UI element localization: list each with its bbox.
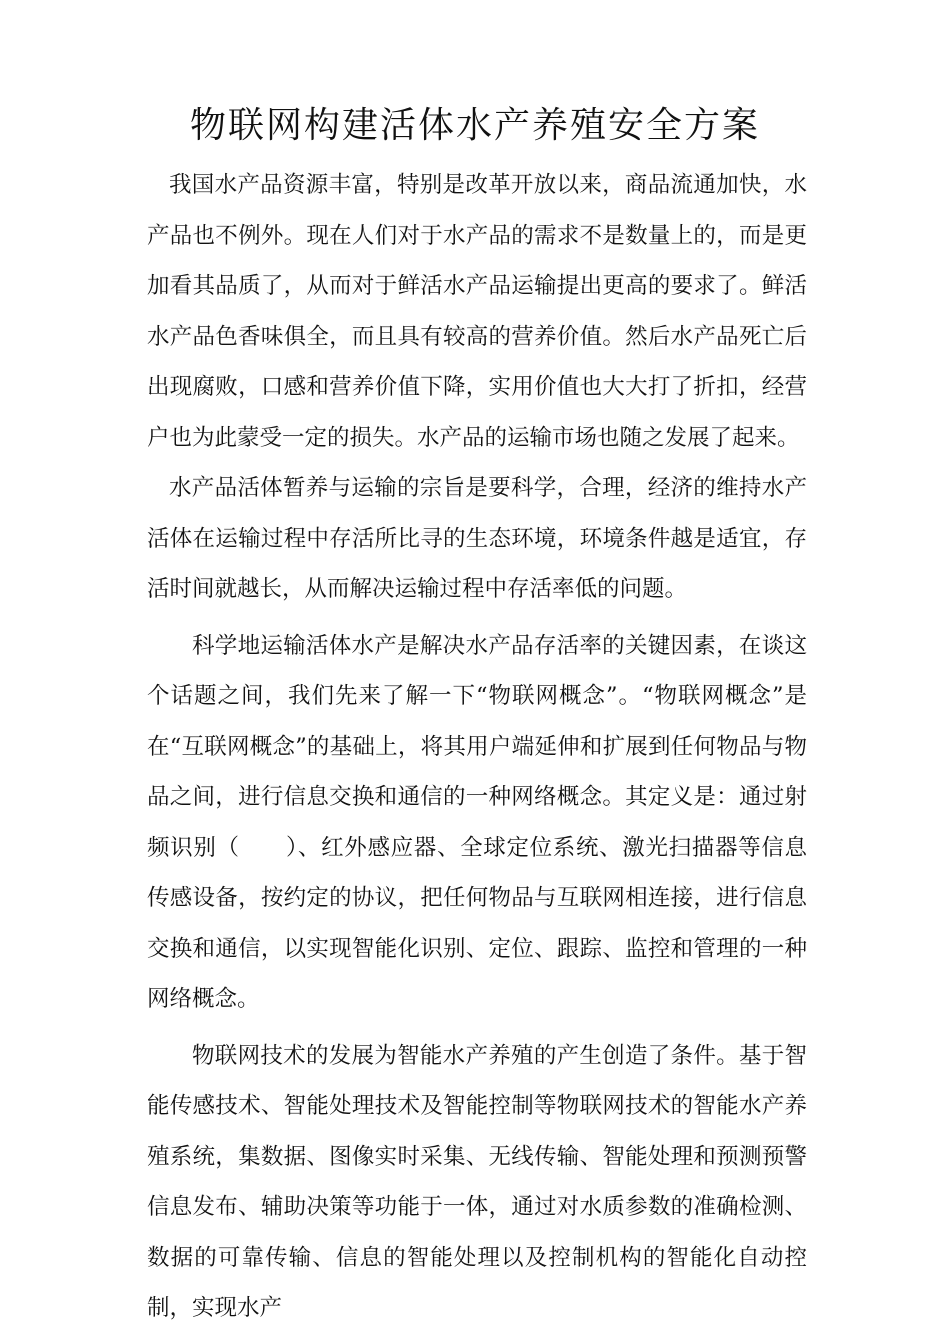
paragraph-4: 物联网技术的发展为智能水产养殖的产生创造了条件。基于智能传感技术、智能处理技术及智能控制等物联网技术的智能水产养殖系统，集数据、图像实时采集、无线传输、智能处理和预测预警信息发布、辅助决策等功能于一体，通过对水质参数的准确检测、数据的可靠传输、信息的智能处理以及控制机构的智能化自动控制，实现水产 <box>147 1042 807 1321</box>
paragraph-2: 水产品活体暂养与运输的宗旨是要科学，合理，经济的维持水产活体在运输过程中存活所比寻的生态环境，环境条件越是适宜，存活时间就越长，从而解决运输过程中存活率低的问题。 <box>147 475 807 602</box>
document-body <box>147 160 807 1334</box>
paragraph-1: 我国水产品资源丰富，特别是改革开放以来，商品流通加快，水产品也不例外。现在人们对于水产品的需求不是数量上的，而是更加看其品质了，从而对于鲜活水产品运输提出更高的要求了。鲜活水产品色香味俱全，而且具有较高的营养价值。然后水产品死亡后出现腐败，口感和营养价值下降，实用价值也大大打了折扣，经营户也为此蒙受一定的损失。水产品的运输市场也随之发展了起来。 <box>147 172 807 451</box>
paragraph-3: 科学地运输活体水产是解决水产品存活率的关键因素，在谈这个话题之间，我们先来了解一下“物联网概念”。“物联网概念”是在“互联网概念”的基础上，将其用户端延伸和扩展到任何物品与物品之间，进行信息交换和通信的一种网络概念。其定义是：通过射频识别（ ）、红外感应器、全球定位系统、激光扫描器等信息传感设备，按约定的协议，把任何物品与互联网相连接，进行信息交换和通信，以实现智能化识别、定位、跟踪、监控和管理的一种网络概念。 <box>147 632 807 1012</box>
document-title: 物联网构建活体水产养殖安全方案 <box>189 105 760 146</box>
